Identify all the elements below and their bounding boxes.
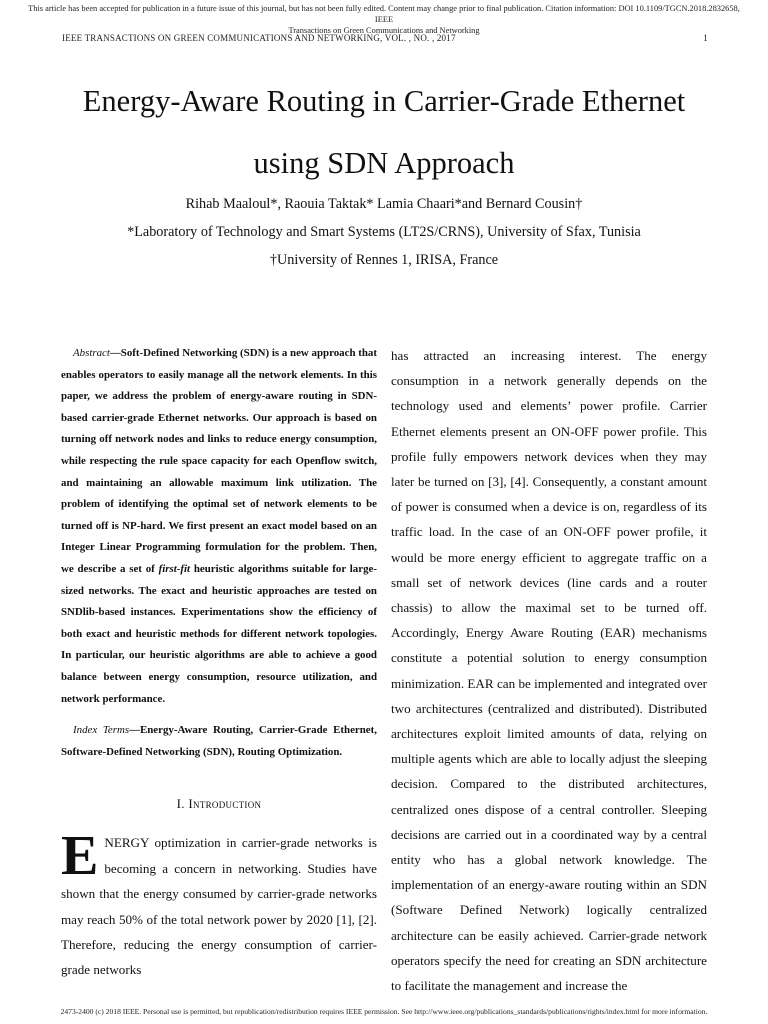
- abstract-lead: Abstract: [73, 347, 110, 359]
- section-name: Introduction: [188, 796, 262, 812]
- author-block: [40, 190, 728, 274]
- abstract-italic-term: first-fit: [158, 562, 191, 575]
- section-heading: [61, 796, 377, 812]
- abstract: [61, 343, 377, 710]
- affiliation-2: †University of Rennes 1, IRISA, France: [269, 252, 499, 268]
- abstract-body-part2: heuristic algorithms suitable for large-sized networks. The exact and heuristic approaches are tested on SNDlib-based instances. Experimentations show the efficiency of both exact and heuristic methods for different network topologies. In particular, our heuristic algorithms are able to achieve a good balance between energy consumption, resource utilization, and network performance.: [61, 562, 377, 705]
- publication-notice-line2: Transactions on Green Communications and Networking: [288, 26, 480, 35]
- running-head: [62, 33, 708, 43]
- paper-title: [40, 70, 728, 194]
- paper-title-line1: Energy-Aware Routing in Carrier-Grade Ethernet: [82, 84, 686, 118]
- publication-notice-line1: This article has been accepted for publication in a future issue of this journal, but has not been fully edited. Content may change prior to final publication. Citation information: DOI 10.1109/TGCN.2018.2832658, IEEE: [28, 4, 740, 24]
- right-column: [391, 343, 707, 998]
- right-column-text: has attracted an increasing interest. The energy consumption in a network generally depends on the technology used and elements’ power profile. Carrier Ethernet elements present an ON-OFF power profile. This profile fully empowers network devices when they may later be turned on [3], [4]. Consequently, a constant amount of power is consumed when a device is on, regardless of its traffic load. In the case of an ON-OFF power profile, it would be more energy efficient to aggregate traffic on a small set of network devices (line cards and a router chassis) to allow the maximal set to be turned off. Accordingly, Energy Aware Routing (EAR) mechanisms constitute a potential solution to energy consumption minimization. EAR can be implemented and integrated over two architectures (centralized and distributed). Distributed architectures exploit limited amounts of data, relying on multiple agents which are able to locally adjust the sleeping decision. Compared to the distributed architectures, centralized ones dispose of a central controller. Sleeping decisions are carried out in a coordinated way by a central entity who has a global network knowledge. The implementation of an energy-aware routing within an SDN (Software Defined Network) logically centralized architecture can be easily achieved. Carrier-grade network operators specify the need for creating an SDN architecture to facilitate the management and increase the: [391, 348, 707, 994]
- section-numeral: I.: [176, 796, 189, 812]
- index-terms: [61, 720, 377, 763]
- drop-cap: E: [61, 825, 99, 888]
- page-number: 1: [703, 33, 708, 43]
- journal-header: IEEE TRANSACTIONS ON GREEN COMMUNICATIONS AND NETWORKING, VOL. , NO. , 2017: [62, 33, 456, 43]
- affiliation-1: *Laboratory of Technology and Smart Systems (LT2S/CRNS), University of Sfax, Tunisia: [127, 224, 641, 240]
- intro-paragraph: [61, 825, 377, 982]
- publication-notice: [20, 3, 748, 36]
- author-names: Rihab Maaloul*, Raouia Taktak* Lamia Chaari*and Bernard Cousin†: [185, 196, 583, 212]
- intro-text: NERGY optimization in carrier-grade networks is becoming a concern in networking. Studies have shown that the energy consumed by carrier-grade networks may reach 50% of the total network power by 2020 [1], [2]. Therefore, reducing the energy consumption of carrier-grade networks: [61, 835, 377, 978]
- paper-title-line2: using SDN Approach: [253, 146, 515, 180]
- left-column: [61, 343, 377, 983]
- index-terms-lead: Index Terms: [73, 724, 130, 737]
- copyright-footer: 2473-2400 (c) 2018 IEEE. Personal use is permitted, but republication/redistribution requires IEEE permission. See http://www.ieee.org/publications_standards/publications/rights/index.html for more information.: [60, 1007, 708, 1016]
- index-terms-text: —Energy-Aware Routing, Carrier-Grade Ethernet, Software-Defined Networking (SDN), Routing Optimization.: [61, 724, 377, 758]
- abstract-body-part1: —Soft-Defined Networking (SDN) is a new approach that enables operators to easily manage all the network elements. In this paper, we address the problem of energy-aware routing in SDN-based carrier-grade Ethernet networks. Our approach is based on turning off network nodes and links to reduce energy consumption, while respecting the rule space capacity for each Openflow switch, and maintaining an allowable maximum link utilization. The problem of identifying the optimal set of network elements to be turned off is NP-hard. We first present an exact model based on an Integer Linear Programming formulation for the problem. Then, we describe a set of: [61, 347, 377, 575]
